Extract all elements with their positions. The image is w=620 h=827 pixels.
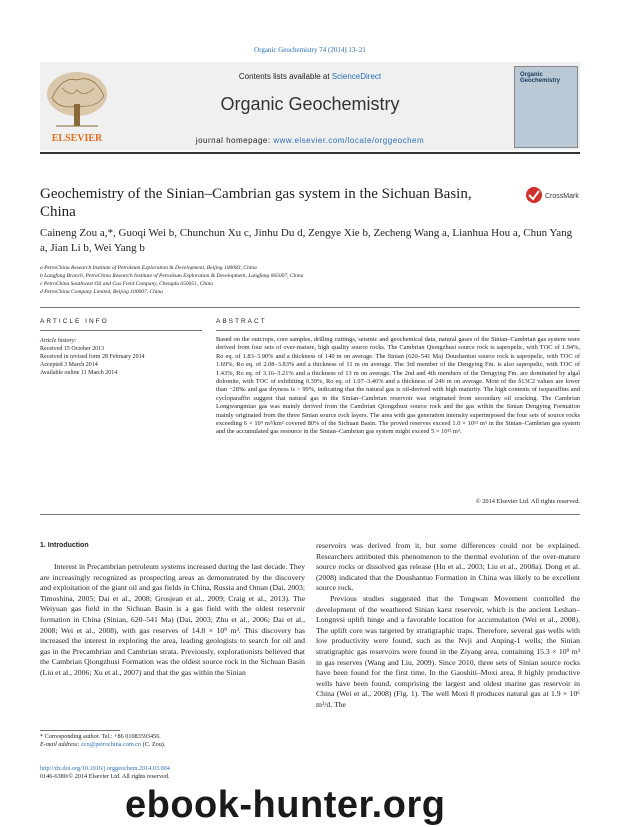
divider	[40, 307, 580, 308]
cover-title: Organic Geochemistry	[520, 72, 561, 84]
paragraph: Interest in Precambrian petroleum systems increased during the last decade. They are increasingly recognized as prospecting areas as demonstrated by the discovery and exploitation of the giant oil and gas fields in China, Russia and Oman (Dai, 2003; Timoshina, 2005; Dai et al., 2008; Grosjean et al., 2009; Craig et al., 2013). The Weiyuan gas field in the Sichuan Basin is a gas field with the oldest reservoir formation in China (Sinian, 620–541 Ma) (Dai, 2003; Zhu et al., 2006; Dai et al., 2008; Wei et al., 2008), with gas reserves of 14.8 × 10⁹ m³. This discovery has increased the interest in exploring the area, leading geologists to search for oil and gas in the Precambrian and Cambrian strata. Previously, explorationists believed that the Cambrian Qiongzhusi Formation was the oldest source rock in the Sichuan Basin (Liu et al., 2006; Xu et al., 2007) and that the gas within the Sinian	[40, 562, 305, 677]
abstract-text: Based on the outcrops, core samples, drilling cuttings, seismic and geochemical data, natural gases of the Sinian–Cambrian gas system were derived from four sets of over-mature, high quality source rocks. The Cambrian Qiongzhusi source rock is sapropelic, with TOC of 1.94%, Ro eq. of 1.83–3.90% and a thickness of 140 m on average. The Sinian (620–541 Ma) Doushantuo source rock is sapropelic, with TOC of 1.69%, Ro eq. of 2.08–3.83% and a thickness of 11 m on average. The 3rd member of the Dengying Fm. is also sapropelic, with TOC of 1.43%, Ro eq. of 3.16–3.21% and a thickness of 13 m on average. The 2nd and 4th members of the Dengying Fm. are dominated by algal dolomite, with TOC of exhibiting 0.39%, Ro eq. of 1.97–3.46% and a thickness of 246 m on average. Most of the δ13C2 values are lower than −28‰ and gas dryness is > 99%, indicating that the natural gas is oil-derived with high maturity. The high contents of isoparaffins and cycloparaffin suggest that natural gas in the Sinian–Cambrian reservoir was originated from secondary oil cracking. The Cambrian Longwangmiao gas was mainly derived from the Cambrian Qiongzhusi source rock and the gas within the Sinian Dengying Formation mainly originated from the three Sinian source rock layers. The area with gas generation intensity superimposed the four sets of source rocks exceeding 6 × 10⁹ m³/km² covered 80% of the Sichuan Basin. The proved reserves exceed 1.0 × 10¹² m³ in the Sinian–Cambrian gas system and the accumulated gas resource in the Sinian–Cambrian gas system might exceed 5 × 10¹² m³.	[216, 336, 580, 436]
divider	[40, 514, 580, 515]
journal-homepage: journal homepage: www.elsevier.com/locate/orggeochem	[195, 136, 425, 145]
journal-reference[interactable]: Organic Geochemistry 74 (2014) 13–21	[254, 46, 366, 54]
homepage-link[interactable]: www.elsevier.com/locate/orggeochem	[273, 136, 425, 145]
affiliations	[40, 264, 580, 296]
elsevier-tree-logo	[42, 68, 112, 146]
history-item: Accepted 3 March 2014	[40, 362, 98, 368]
article-info-heading: ARTICLE INFO	[40, 318, 109, 325]
sciencedirect-link[interactable]: ScienceDirect	[331, 72, 382, 81]
divider	[216, 330, 580, 331]
paragraph: reservoirs was derived from it, but some differences could not be explained. Researchers attributed this phenomenon to the thermal evolution of the over-mature source rocks or dissolved gas release (Hu et al., 2003; Liu et al., 2008a). Dong et al. (2008) indicated that the Doushantuo Formation in China was likely to be excellent source rock.	[316, 541, 580, 593]
affiliation-b: b Langfang Branch, PetroChina Research Institute of Petroleum Exploration & Development, Langfang 065007, China	[40, 273, 304, 279]
contents-line: Contents lists available at ScienceDirect	[238, 72, 382, 81]
watermark: ebook-hunter.org	[125, 784, 446, 826]
author-list: Caineng Zou a,*, Guoqi Wei b, Chunchun Xu c, Jinhu Du d, Zengye Xie b, Zecheng Wang a, Lianhua Hou a, Chun Yang a, Jian Li b, Wei Yang b	[40, 227, 573, 254]
paragraph: Previous studies suggested that the Tongwan Movement controlled the development of the weathered Sinian karst reservoir, which is the ancient Leshan–Longnvsi uplift hinge and a favorable location for accumulation (Wei et al., 2008). The uplift core was targeted by stratigraphic traps. Therefore, several gas wells with low productivity were found, such as the Nvji and Anping-1 wells; the Sinian stratigraphic gas reservoirs were found in the Ziyang area, containing 15.3 × 10⁹ m³ in gas reserves (Wang and Liu, 2009). Since 2010, three sets of Sinian source rocks have been found for the first time. In the Gaoshiti–Moxi area, 8 highly productive wells have been found, comprising the largest and oldest marine gas reservoir in China (Wei et al., 2008) (Fig. 1). The well Moxi 8 produces natural gas at 1.9 × 10⁶ m³/d. The	[316, 593, 580, 709]
affiliation-c: c PetroChina Southwest Oil and Gas Field Company, Chengdu 650051, China	[40, 281, 214, 287]
article-history	[40, 337, 202, 377]
history-item: Received 15 October 2013	[40, 346, 105, 352]
doi-block	[40, 765, 305, 781]
affiliation-a: a PetroChina Research Institute of Petroleum Exploration & Development, Beijing 100083, China	[40, 265, 257, 271]
affiliation-d: d PetroChina Company Limited, Beijing 100007, China	[40, 289, 163, 295]
section-heading: 1. Introduction	[40, 542, 89, 549]
email-link[interactable]: zcn@petrochina.com.cn	[81, 741, 142, 748]
issn-line: 0146-6380/© 2014 Elsevier Ltd. All rights reserved.	[40, 773, 170, 780]
header-rule	[40, 152, 580, 154]
history-label: Article history:	[40, 338, 77, 344]
article-title: Geochemistry of the Sinian–Cambrian gas system in the Sichuan Basin, China	[40, 186, 472, 220]
email-line: E-mail address: zcn@petrochina.com.cn (C. Zou).	[40, 741, 166, 748]
doi-link[interactable]: http://dx.doi.org/10.1016/j.orggeochem.2014.03.004	[40, 765, 170, 772]
footnote-rule	[40, 730, 120, 731]
crossmark-badge[interactable]	[525, 186, 580, 204]
history-item: Received in revised form 28 February 2014	[40, 354, 145, 360]
copyright-notice: © 2014 Elsevier Ltd. All rights reserved.	[475, 498, 580, 505]
footnote	[40, 733, 305, 749]
corresponding-author: * Corresponding author. Tel.: +86 01083593456.	[40, 733, 161, 740]
body-column-left	[40, 562, 305, 679]
divider	[40, 330, 202, 331]
publisher-logo-text: ELSEVIER	[51, 133, 103, 144]
history-item: Available online 11 March 2014	[40, 370, 118, 376]
journal-title: Organic Geochemistry	[220, 94, 400, 114]
abstract-heading: ABSTRACT	[216, 318, 267, 325]
body-column-right	[316, 541, 580, 711]
crossmark-label: CrossMark	[545, 193, 579, 200]
